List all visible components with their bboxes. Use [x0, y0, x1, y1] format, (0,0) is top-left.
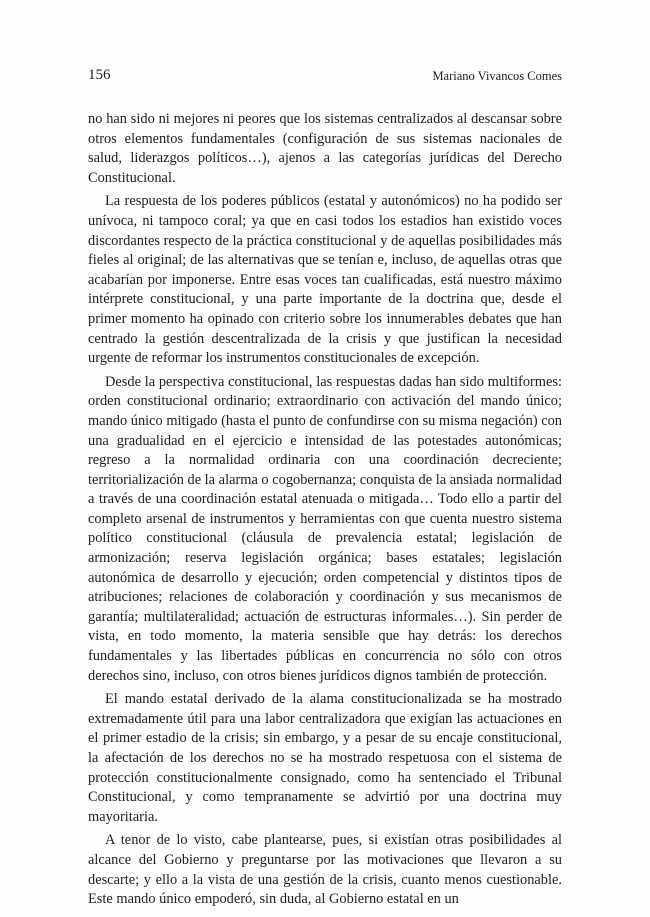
running-head-author: Mariano Vivancos Comes [432, 69, 562, 83]
paragraph: A tenor de lo visto, cabe plantearse, pues, si existían otras posibilidades al alcance del Gobierno y preguntarse por las motivaciones que llevaron a su descarte; y ello a la vista de una gestión de la crisis, cuanto menos cuestionable. Este mando único empoderó, sin duda, al Gobierno estatal en un [88, 832, 562, 908]
body-text [88, 110, 562, 914]
paragraph: Desde la perspectiva constitucional, las respuestas dadas han sido multiformes: orden constitucional ordinario; extraordinario con activación del mando único; mando único mitigado (hasta el punto de confundirse con su misma negación) con una gradualidad en el ejercicio e intensidad de las potestades autonómicas; regreso a la normalidad ordinaria con una coordinación decreciente; territorialización de la alarma o cogobernanza; conquista de la ansiada normalidad a través de una coordinación estatal atenuada o mitigada… Todo ello a partir del completo arsenal de instrumentos y herramientas con que cuenta nuestro sistema político constitucional (cláusula de prevalencia estatal; legislación de armonización; reserva legislación orgánica; bases estatales; legislación autonómica de desarrollo y ejecución; orden competencial y distintos tipos de atribuciones; relaciones de colaboración y coordinación y sus mecanismos de garantía; multilateralidad; actuación de estructuras informales…). Sin perder de vista, en todo momento, la materia sensible que hay detrás: los derechos fundamentales y las libertades públicas en concurrencia no sólo con otros derechos sino, incluso, con otros bienes jurídicos dignos también de protección. [88, 373, 562, 684]
page-header [88, 66, 562, 86]
paragraph: El mando estatal derivado de la alama constitucionalizada se ha mostrado extremadamente útil para una labor centralizadora que exigían las actuaciones en el primer estadio de la crisis; sin embargo, y a pesar de su encaje constitucional, la afectación de los derechos no se ha mostrado respetuosa con el sistema de protección constitucionalmente consignado, como ha sentenciado el Tribunal Constitucional, y como tempranamente se advirtió por una doctrina muy mayoritaria. [88, 691, 562, 825]
paragraph-continuation: no han sido ni mejores ni peores que los sistemas centralizados al descansar sobre otros elementos fundamentales (configuración de sus sistemas nacionales de salud, liderazgos políticos…), ajenos a las categorías jurídicas del Derecho Constitucional. [88, 111, 562, 186]
page-number: 156 [88, 67, 111, 83]
paragraph: La respuesta de los poderes públicos (estatal y autonómicos) no ha podido ser unívoca, ni tampoco coral; ya que en casi todos los estadios han existido voces discordantes respecto de la práctica constitucional y de aquellas posibilidades más fieles al original; de las alternativas que se tenían e, incluso, de aquellas otras que acabarían por imponerse. Entre esas voces tan cualificadas, está nuestro máximo intérprete constitucional, y una parte importante de la doctrina que, desde el primer momento ha opinado con criterio sobre los innumerables debates que han centrado la gestión descentralizada de la crisis y que justifican la necesidad urgente de reformar los instrumentos constitucionales de excepción. [88, 193, 562, 367]
